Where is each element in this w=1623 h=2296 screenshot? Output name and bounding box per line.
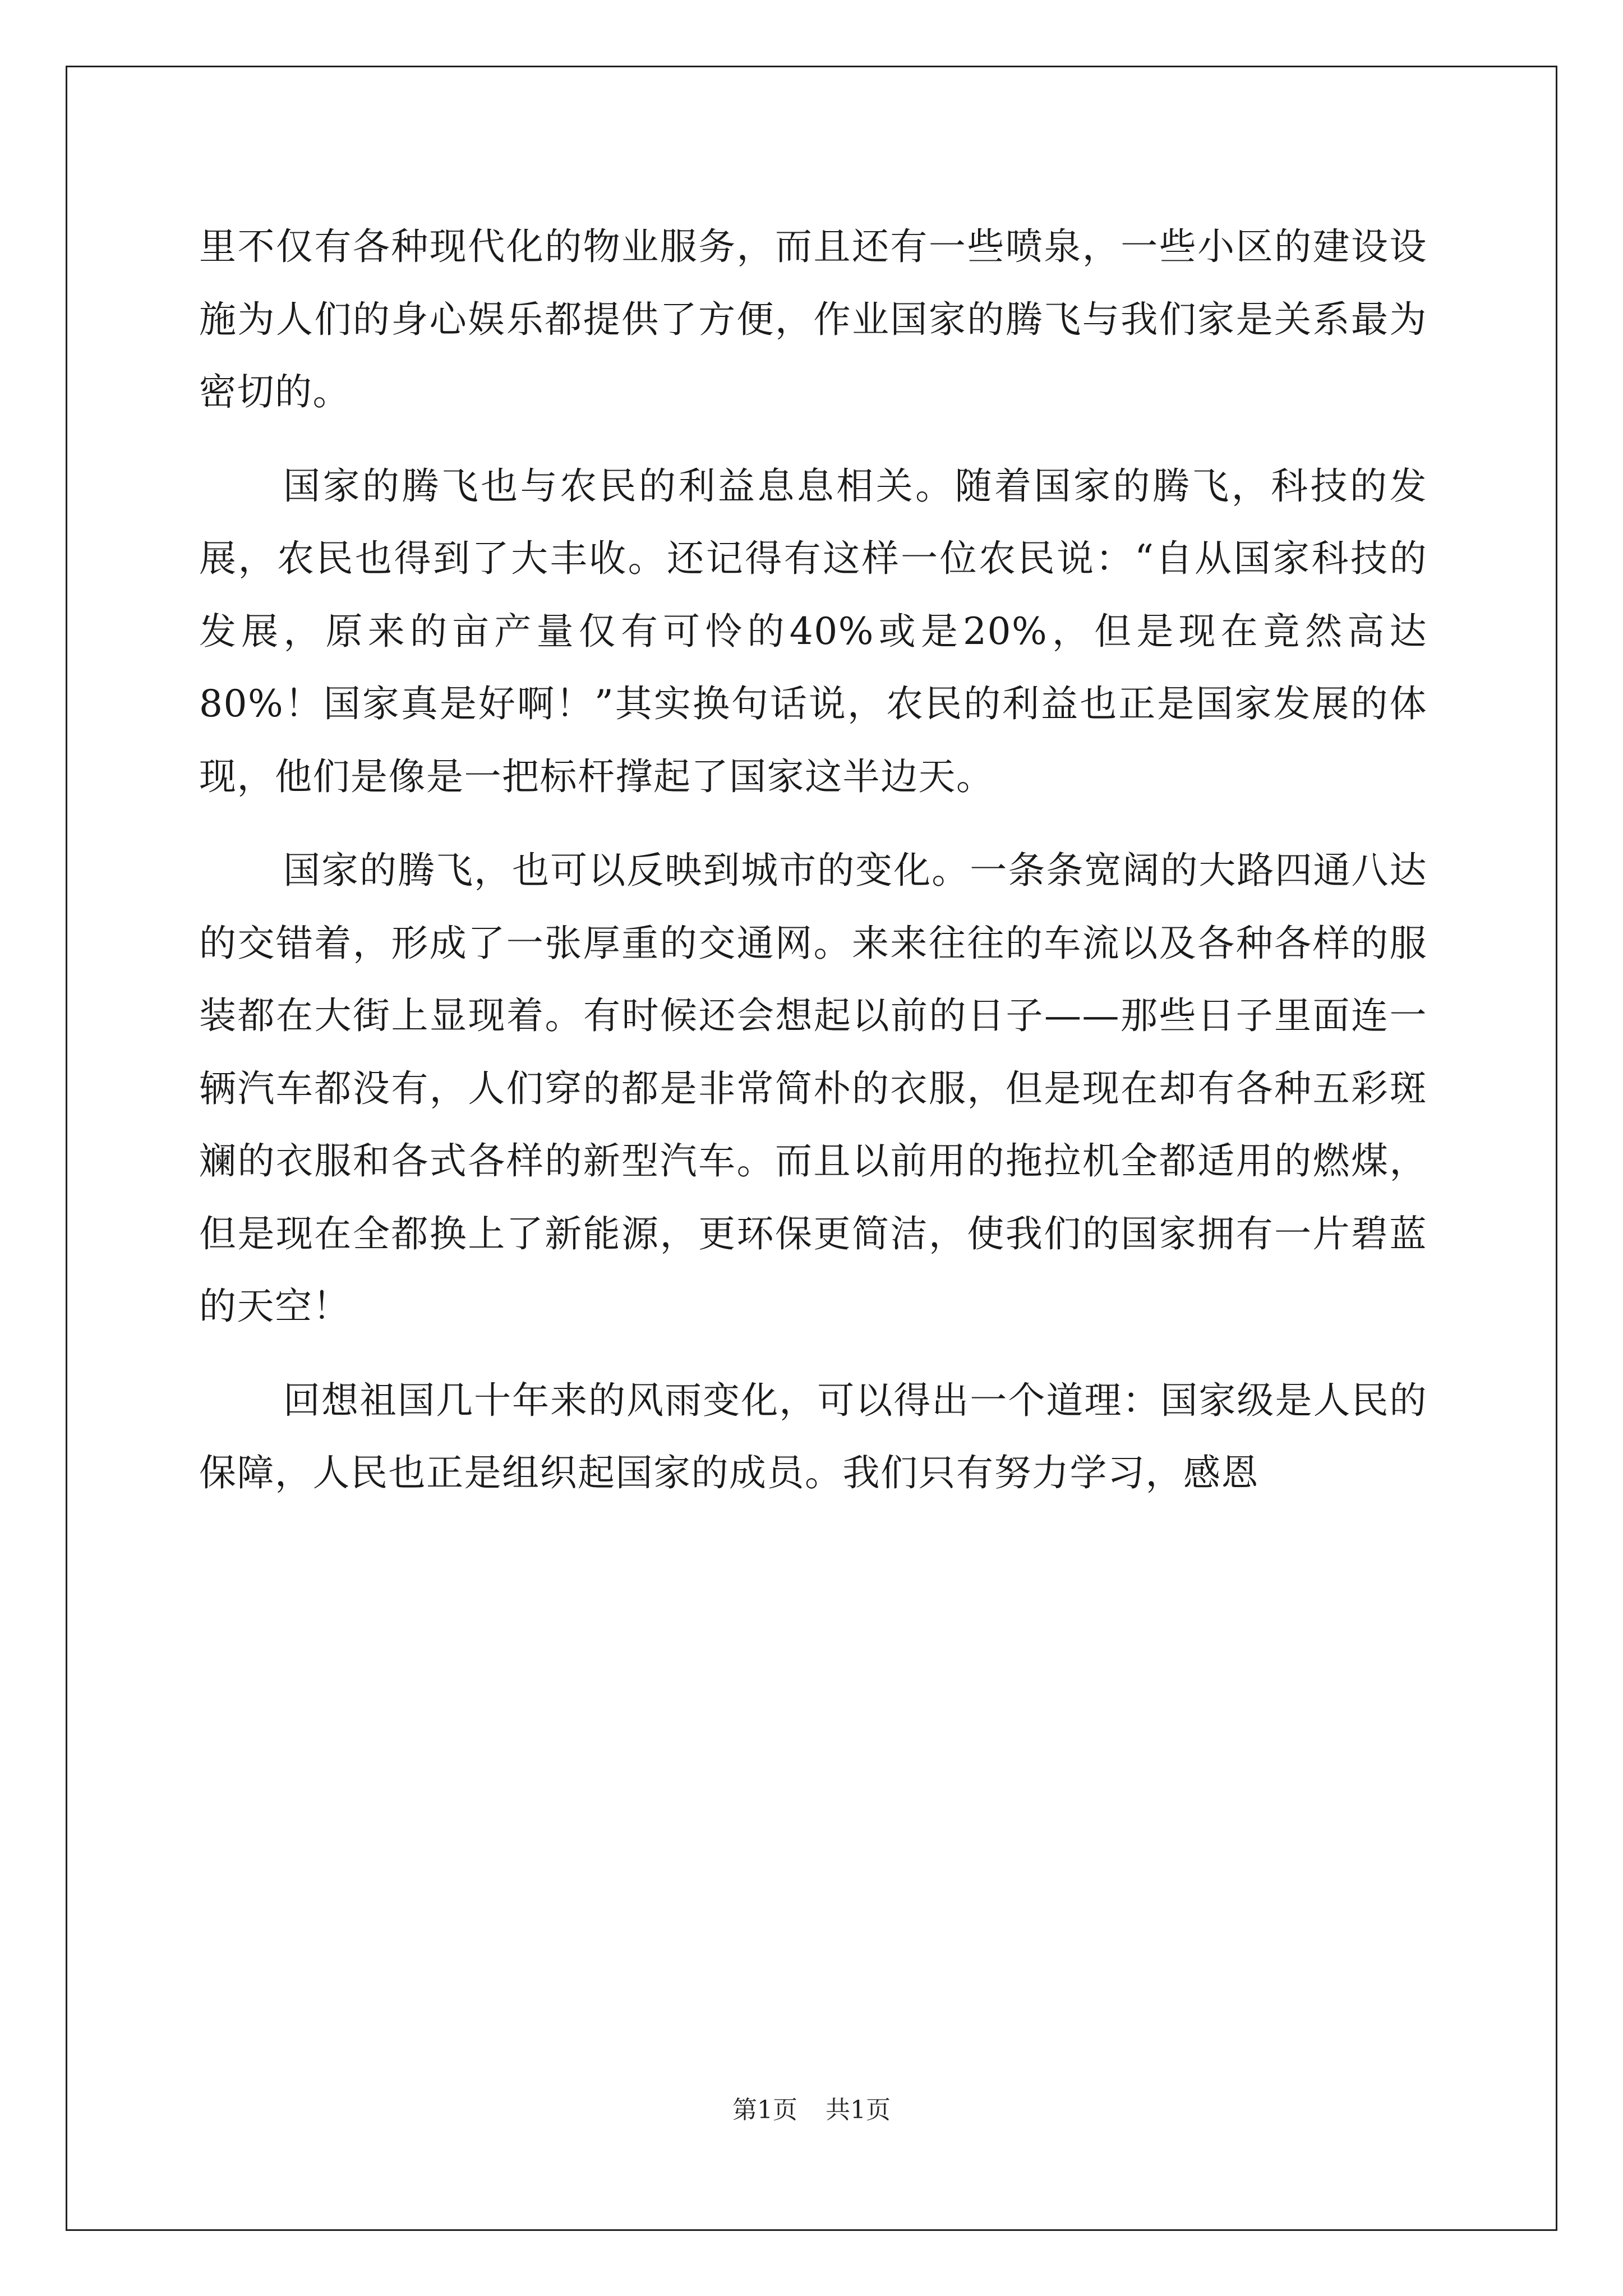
page-number: 第1页 [732, 2096, 797, 2124]
paragraph: 国家的腾飞，也可以反映到城市的变化。一条条宽阔的大路四通八达的交错着，形成了一张厚重的交通网。来来往往的车流以及各种各样的服装都在大街上显现着。有时候还会想起以前的日子——那些日子里面连一辆汽车都没有，人们穿的都是非常简朴的衣服，但是现在却有各种五彩斑斓的衣服和各式各样的新型汽车。而且以前用的拖拉机全都适用的燃煤，但是现在全都换上了新能源，更环保更简洁，使我们的国家拥有一片碧蓝的天空！ [199, 849, 1427, 1328]
paragraph: 国家的腾飞也与农民的利益息息相关。随着国家的腾飞，科技的发展，农民也得到了大丰收。还记得有这样一位农民说：“自从国家科技的发展，原来的亩产量仅有可怜的40%或是20%，但是现在竟然高达80%！国家真是好啊！”其实换句话说，农民的利益也正是国家发展的体现，他们是像是一把标杆撑起了国家这半边天。 [199, 464, 1427, 798]
page-total: 共1页 [826, 2096, 891, 2124]
paragraph: 里不仅有各种现代化的物业服务，而且还有一些喷泉，一些小区的建设设施为人们的身心娱乐都提供了方便，作业国家的腾飞与我们家是关系最为密切的。 [199, 225, 1427, 413]
paragraph: 回想祖国几十年来的风雨变化，可以得出一个道理：国家级是人民的保障，人民也正是组织起国家的成员。我们只有努力学习，感恩 [199, 1378, 1427, 1494]
document-body [199, 210, 1427, 1510]
page-footer [0, 2093, 1623, 2127]
